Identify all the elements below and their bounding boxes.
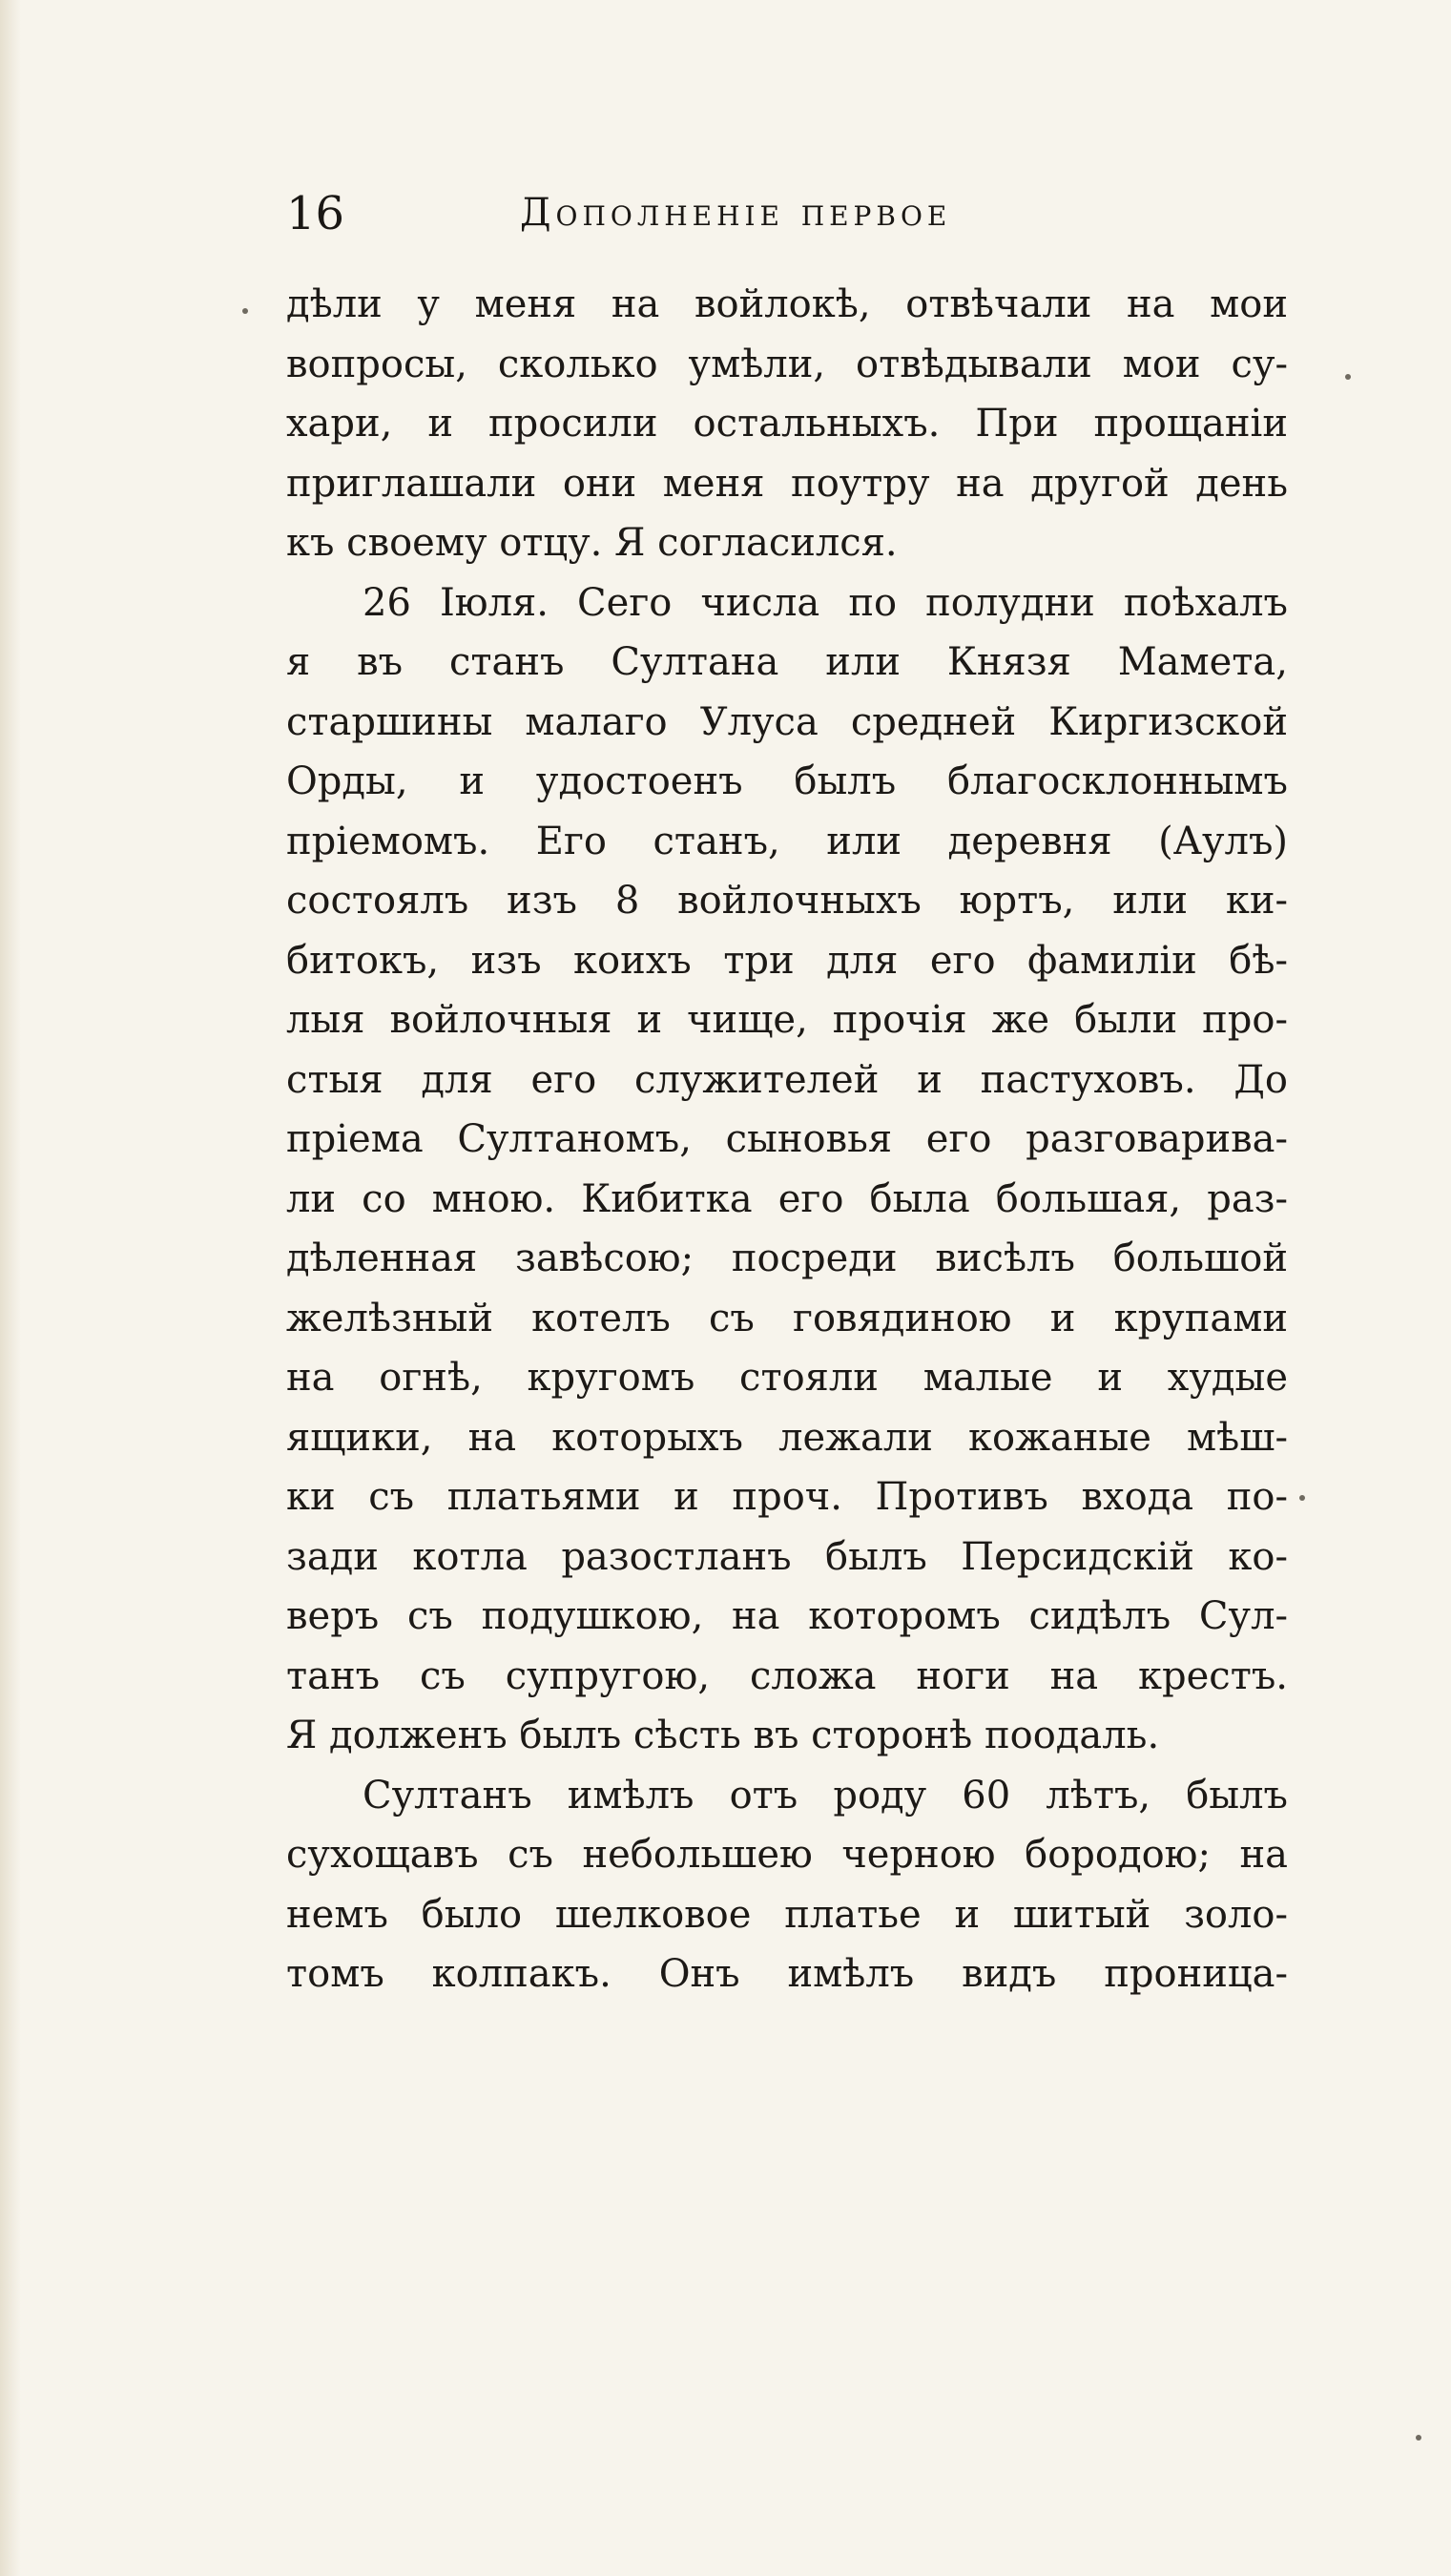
text-line: Султанъ имѣлъ отъ роду 60 лѣтъ, былъ xyxy=(363,1773,1288,1818)
text-line: приглашали они меня поутру на другой день xyxy=(286,461,1288,506)
text-line: ки съ платьями и проч. Противъ входа по- xyxy=(286,1475,1288,1519)
text-line: состоялъ изъ 8 войлочныхъ юртъ, или ки- xyxy=(286,879,1288,923)
text-line: битокъ, изъ коихъ три для его фамиліи бѣ- xyxy=(286,938,1288,983)
text-line: дѣленная завѣсою; посреди висѣлъ большой xyxy=(286,1236,1288,1280)
text-line: танъ съ супругою, сложа ноги на крестъ. xyxy=(286,1653,1288,1698)
text-line: Орды, и удостоенъ былъ благосклоннымъ xyxy=(286,759,1288,803)
text-line: на огнѣ, кругомъ стояли малые и худые xyxy=(286,1356,1288,1400)
text-line: веръ съ подушкою, на которомъ сидѣлъ Сул- xyxy=(286,1594,1288,1638)
text-line: старшины малаго Улуса средней Киргизской xyxy=(286,699,1288,744)
text-line: ли со мною. Кибитка его была большая, раз- xyxy=(286,1176,1288,1221)
text-line: Я долженъ былъ сѣсть въ сторонѣ поодаль. xyxy=(286,1714,1160,1757)
text-line: немъ было шелковое платье и шитый золо- xyxy=(286,1892,1288,1937)
body-text xyxy=(286,275,1288,2005)
text-line: зади котла разостланъ былъ Персидскій ко- xyxy=(286,1534,1288,1579)
ink-speck xyxy=(1416,2435,1421,2441)
text-line: къ своему отцу. Я согласился. xyxy=(286,521,898,565)
text-line: томъ колпакъ. Онъ имѣлъ видъ проница- xyxy=(286,1952,1288,1996)
text-line: лыя войлочныя и чище, прочія же были про- xyxy=(286,998,1288,1042)
text-line: хари, и просили остальныхъ. При прощаніи xyxy=(286,402,1288,446)
text-line: вопросы, сколько умѣли, отвѣдывали мои су- xyxy=(286,342,1288,386)
text-line: 26 Іюля. Сего числа по полудни поѣхалъ xyxy=(363,580,1288,625)
ink-speck xyxy=(242,308,248,314)
text-line: ящики, на которыхъ лежали кожаные мѣш- xyxy=(286,1415,1288,1460)
text-line: дѣли у меня на войлокѣ, отвѣчали на мои xyxy=(286,282,1288,326)
text-line: сухощавъ съ небольшею черною бородою; на xyxy=(286,1833,1288,1877)
page-number: 16 xyxy=(286,187,345,240)
ink-speck xyxy=(1345,374,1351,380)
page-header xyxy=(286,187,1278,254)
running-title: Дополненіе первое xyxy=(520,191,952,235)
text-line: я въ станъ Султана или Князя Мамета, xyxy=(286,640,1288,684)
text-line: пріема Султаномъ, сыновья его разговарива- xyxy=(286,1117,1288,1161)
text-line: пріемомъ. Его станъ, или деревня (Аулъ) xyxy=(286,819,1288,863)
text-line: стыя для его служителей и пастуховъ. До xyxy=(286,1057,1288,1102)
ink-speck xyxy=(1299,1495,1305,1501)
text-line: желѣзный котелъ съ говядиною и крупами xyxy=(286,1296,1288,1340)
page-gutter-shadow xyxy=(0,0,21,2576)
